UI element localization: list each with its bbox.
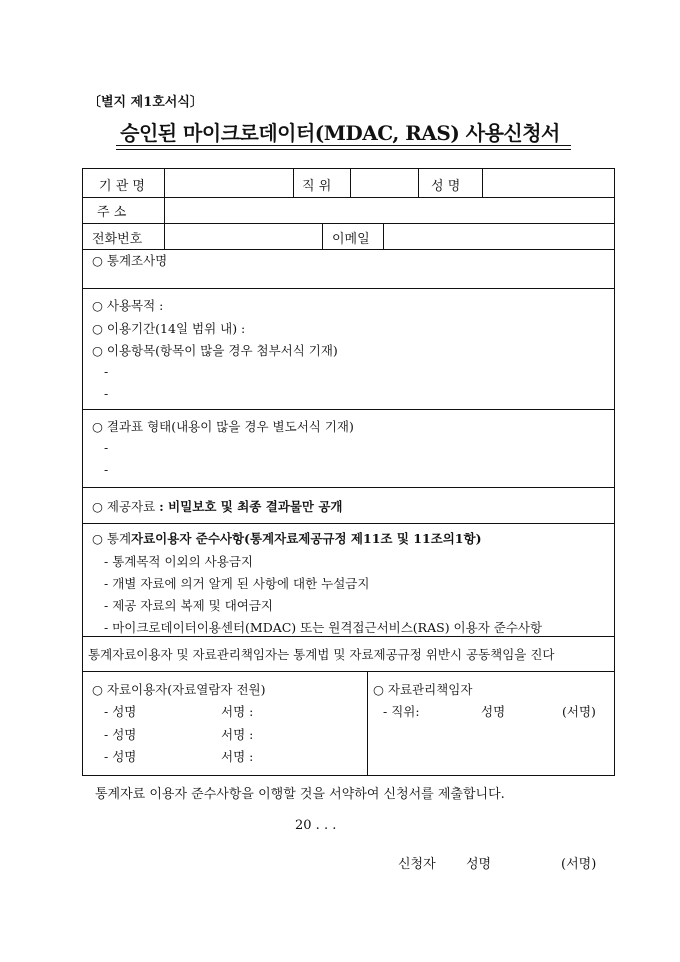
result-format-label: ○ 결과표 형태(내용이 많을 경우 별도서식 기재): [92, 419, 354, 434]
date-line: 20 . . .: [295, 818, 337, 833]
title-underline-thin: [116, 149, 571, 150]
name-field[interactable]: [488, 171, 608, 195]
compliance-heading-prefix: ○ 통계: [92, 531, 132, 546]
usage-item-dash: -: [104, 364, 109, 379]
user-sign-label: 서명 :: [221, 704, 254, 719]
application-form: [82, 168, 615, 776]
email-label: 이메일: [332, 232, 370, 247]
user-name-label: - 성명: [104, 727, 137, 742]
compliance-item: - 마이크로데이터이용센터(MDAC) 또는 원격접근서비스(RAS) 이용자 준수사항: [104, 620, 543, 635]
address-field[interactable]: [175, 199, 605, 221]
document-title: 승인된 마이크로데이터(MDAC, RAS) 사용신청서: [120, 121, 560, 145]
user-sign-label: 서명 :: [221, 727, 254, 742]
compliance-heading: [92, 529, 481, 547]
provided-data-line: [92, 497, 343, 515]
joint-responsibility-note: 통계자료이용자 및 자료관리책임자는 통계법 및 자료제공규정 위반시 공동책임을 진다: [88, 647, 555, 662]
result-item-dash: -: [104, 462, 109, 477]
compliance-item: - 통계목적 이외의 사용금지: [104, 554, 253, 569]
applicant-sign-label: (서명): [561, 857, 597, 872]
manager-name-label: 성명: [481, 704, 506, 719]
usage-purpose-label: ○ 사용목적 :: [92, 298, 164, 313]
user-sign-label: 서명 :: [221, 749, 254, 764]
provided-data-note: : 비밀보호 및 최종 결과물만 공개: [159, 499, 343, 514]
user-name-label: - 성명: [104, 704, 137, 719]
compliance-item: - 제공 자료의 복제 및 대여금지: [104, 598, 273, 613]
org-field[interactable]: [175, 171, 287, 195]
manager-position-label: - 직위:: [383, 704, 420, 719]
name-label: 성 명: [431, 179, 461, 194]
applicant-label: 신청자: [398, 857, 436, 872]
phone-label: 전화번호: [92, 232, 143, 247]
phone-field[interactable]: [175, 225, 315, 247]
form-number-label: 〔별지 제1호서식〕: [88, 95, 203, 110]
compliance-heading-bold: 자료이용자 준수사항(통계자료제공규정 제11조 및 11조의1항): [131, 531, 482, 546]
position-label: 직 위: [302, 179, 332, 194]
org-label: 기 관 명: [99, 179, 145, 194]
applicant-name-label: 성명: [466, 857, 492, 872]
usage-items-label: ○ 이용항목(항목이 많을 경우 첨부서식 기재): [92, 343, 338, 358]
pledge-statement: 통계자료 이용자 준수사항을 이행할 것을 서약하여 신청서를 제출합니다.: [95, 787, 505, 802]
data-manager-heading: ○ 자료관리책임자: [373, 682, 473, 697]
survey-name-label: ○ 통계조사명: [92, 253, 168, 268]
manager-sign-label: (서명): [562, 704, 596, 719]
result-item-dash: -: [104, 440, 109, 455]
user-name-label: - 성명: [104, 749, 137, 764]
position-field[interactable]: [356, 171, 414, 195]
address-label: 주 소: [97, 205, 127, 220]
usage-period-label: ○ 이용기간(14일 범위 내) :: [92, 321, 246, 336]
title-underline: [116, 145, 571, 146]
email-field[interactable]: [393, 225, 608, 247]
usage-item-dash: -: [104, 386, 109, 401]
data-users-heading: ○ 자료이용자(자료열람자 전원): [92, 682, 266, 697]
compliance-item: - 개별 자료에 의거 알게 된 사항에 대한 누설금지: [104, 576, 370, 591]
provided-data-prefix: ○ 제공자료: [92, 499, 160, 514]
